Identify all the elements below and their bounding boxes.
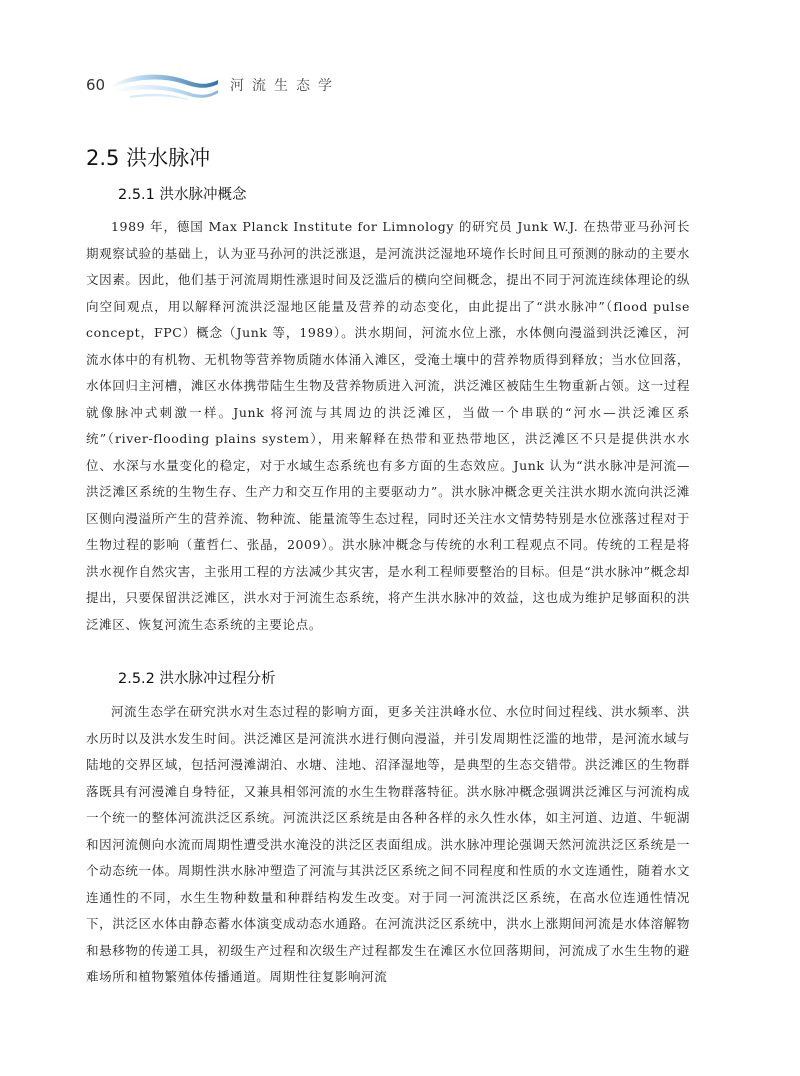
paragraph-1: 1989 年，德国 Max Planck Institute for Limnology 的研究员 Junk W.J. 在热带亚马孙河长期观察试验的基础上，认为亚马孙河的洪泛涨退，是河流洪泛湿地环境作长时间且可预测的脉动的主要水文因素。因此，他们基于河流周期性涨退时间及泛滥后的横向空间概念，提出不同于河流连续体理论的纵向空间观点，用以解释河流洪泛湿地区能量及营养的动态变化，由此提出了“洪水脉冲”（flood pulse concept，FPC）概念（Junk 等，1989）。洪水期间，河流水位上涨，水体侧向漫溢到洪泛滩区，河流水体中的有机物、无机物等营养物质随水体涌入滩区，受淹土壤中的营养物质得到释放；当水位回落，水体回归主河槽，滩区水体携带陆生生物及营养物质进入河流，洪泛滩区被陆生生物重新占领。这一过程就像脉冲式刺激一样。Junk 将河流与其周边的洪泛滩区，当做一个串联的“河水—洪泛滩区系统”（river-flooding plains system），用来解释在热带和亚热带地区，洪泛滩区不只是提供洪水水位、水深与水量变化的稳定，对于水域生态系统也有多方面的生态效应。Junk 认为“洪水脉冲是河流—洪泛滩区系统的生物生存、生产力和交互作用的主要驱动力”。洪水脉冲概念更关注洪水期水流向洪泛滩区侧向漫溢所产生的营养流、物种流、能量流等生态过程，同时还关注水文情势特别是水位涨落过程对于生物过程的影响（董哲仁、张晶，2009）。洪水脉冲概念与传统的水利工程观点不同。传统的工程是将洪水视作自然灾害，主张用工程的方法减少其灾害，是水利工程师要整治的目标。但是“洪水脉冲”概念却提出，只要保留洪泛滩区，洪水对于河流生态系统，将产生洪水脉冲的效益，这也成为维护足够面积的洪泛滩区、恢复河流生态系统的主要论点。 [86, 219, 690, 632]
subsection-heading-2: 2.5.2 洪水脉冲过程分析 [118, 671, 276, 687]
section-heading: 2.5 洪水脉冲 [86, 146, 211, 170]
paragraph-2: 河流生态学在研究洪水对生态过程的影响方面，更多关注洪峰水位、水位时间过程线、洪水频率、洪水历时以及洪水发生时间。洪泛滩区是河流洪水进行侧向漫溢，并引发周期性泛滥的地带，是河流水域与陆地的交界区域，包括河漫滩湖泊、水塘、洼地、沼泽湿地等，是典型的生态交错带。洪泛滩区的生物群落既具有河漫滩自身特征，又兼具相邻河流的水生生物群落特征。洪水脉冲概念强调洪泛滩区与河流构成一个统一的整体河流洪泛区系统。河流洪泛区系统是由各种各样的永久性水体，如主河道、边道、牛轭湖和因河流侧向水流而周期性遭受洪水淹没的洪泛区表面组成。洪水脉冲理论强调天然河流洪泛区系统是一个动态统一体。周期性洪水脉冲塑造了河流与其洪泛区系统之间不同程度和性质的水文连通性，随着水文连通性的不同，水生生物种数量和种群结构发生改变。对于同一河流洪泛区系统，在高水位连通性情况下，洪泛区水体由静态蓄水体演变成动态水通路。在河流洪泛区系统中，洪水上涨期间河流是水体溶解物和悬移物的传递工具，初级生产过程和次级生产过程都发生在滩区水位回落期间，河流成了水生生物的避难场所和植物繁殖体传播通道。周期性往复影响河流 [86, 704, 690, 984]
page-number: 60 [86, 76, 106, 94]
book-title: 河流生态学 [230, 78, 340, 94]
wave-ornament-icon [108, 66, 220, 102]
subsection-heading-1: 2.5.1 洪水脉冲概念 [118, 187, 247, 203]
running-header [0, 60, 800, 110]
